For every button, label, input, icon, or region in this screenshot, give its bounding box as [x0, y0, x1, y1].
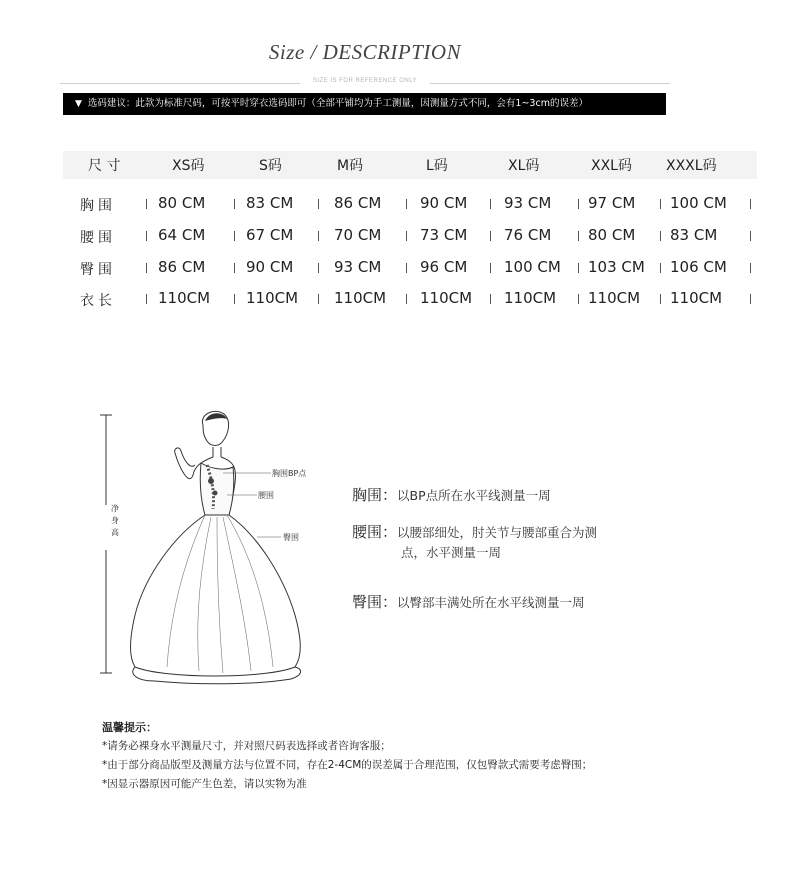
- column-divider: [406, 231, 407, 241]
- dress-figure-illustration: [95, 405, 345, 685]
- size-value-cell: 110CM: [588, 289, 641, 307]
- row-label-waist: 腰围: [80, 230, 116, 246]
- tip-item: *由于部分商品版型及测量方法与位置不同，存在2-4CM的误差属于合理范围，仅包臀款式需要考虑臀围；: [102, 759, 593, 771]
- size-header-m: M码: [337, 158, 364, 174]
- size-header-xxxl: XXXL码: [666, 158, 717, 174]
- size-value-cell: 90 CM: [420, 194, 468, 212]
- column-divider: [660, 263, 661, 273]
- size-value-cell: 76 CM: [504, 226, 552, 244]
- notice-text: 选码建议：此款为标准尺码，可按平时穿衣选码即可（全部平铺均为手工测量，因测量方式不同，会有1~3cm的误差）: [87, 98, 588, 109]
- size-value-cell: 86 CM: [334, 194, 382, 212]
- size-value-cell: 73 CM: [420, 226, 468, 244]
- column-divider: [750, 231, 751, 241]
- column-divider: [318, 199, 319, 209]
- column-divider: [490, 263, 491, 273]
- bust-measure-text: 以BP点所在水平线测量一周: [397, 488, 551, 503]
- column-divider: [578, 199, 579, 209]
- row-label-length: 衣长: [80, 293, 116, 309]
- size-value-cell: 110CM: [334, 289, 387, 307]
- bust-measure-key: 胸围：: [352, 486, 398, 504]
- column-divider: [750, 294, 751, 304]
- size-value-cell: 86 CM: [158, 258, 206, 276]
- size-value-cell: 64 CM: [158, 226, 206, 244]
- size-value-cell: 70 CM: [334, 226, 382, 244]
- height-label-2: 身: [111, 516, 119, 525]
- size-value-cell: 106 CM: [670, 258, 727, 276]
- column-divider: [490, 199, 491, 209]
- notice-bar: [63, 93, 666, 115]
- column-divider: [490, 231, 491, 241]
- size-table-header: [63, 151, 757, 179]
- hip-measure-desc: [352, 592, 585, 613]
- column-divider: [578, 294, 579, 304]
- column-divider: [146, 294, 147, 304]
- column-divider: [318, 263, 319, 273]
- bust-point-label: 胸围BP点: [272, 469, 307, 478]
- size-value-cell: 80 CM: [588, 226, 636, 244]
- size-value-cell: 110CM: [420, 289, 473, 307]
- column-divider: [234, 263, 235, 273]
- size-header-l: L码: [426, 158, 448, 174]
- column-divider: [146, 263, 147, 273]
- size-header-label: 尺 寸: [88, 158, 121, 174]
- column-divider: [146, 199, 147, 209]
- column-divider: [146, 231, 147, 241]
- tips-section: [102, 718, 592, 794]
- bust-measure-desc: [352, 485, 551, 506]
- column-divider: [660, 231, 661, 241]
- column-divider: [318, 294, 319, 304]
- subtitle-text: SIZE IS FOR REFERENCE ONLY: [307, 78, 423, 84]
- column-divider: [750, 199, 751, 209]
- hip-measure-key: 臀围：: [352, 593, 398, 611]
- size-value-cell: 110CM: [504, 289, 557, 307]
- size-value-cell: 93 CM: [504, 194, 552, 212]
- hip-point-label: 臀围: [283, 533, 299, 542]
- waist-measure-desc: [352, 522, 597, 563]
- size-value-cell: 93 CM: [334, 258, 382, 276]
- waist-measure-text-1: 以腰部细处，肘关节与腰部重合为测: [397, 525, 598, 540]
- page-title: Size / DESCRIPTION: [268, 40, 462, 64]
- column-divider: [660, 199, 661, 209]
- column-divider: [318, 231, 319, 241]
- size-value-cell: 100 CM: [670, 194, 727, 212]
- tip-item: *因显示器原因可能产生色差，请以实物为准: [102, 778, 307, 790]
- column-divider: [578, 263, 579, 273]
- waist-point-label: 腰围: [258, 491, 274, 500]
- height-label-3: 高: [111, 528, 119, 537]
- triangle-down-icon: ▼: [75, 99, 82, 109]
- size-value-cell: 80 CM: [158, 194, 206, 212]
- waist-measure-text-2: 点，水平测量一周: [401, 545, 502, 560]
- size-value-cell: 90 CM: [246, 258, 294, 276]
- size-value-cell: 83 CM: [670, 226, 718, 244]
- tip-item: *请务必裸身水平测量尺寸，并对照尺码表选择或者咨询客服；: [102, 740, 391, 752]
- column-divider: [406, 294, 407, 304]
- size-value-cell: 83 CM: [246, 194, 294, 212]
- size-value-cell: 110CM: [246, 289, 299, 307]
- size-value-cell: 97 CM: [588, 194, 636, 212]
- column-divider: [578, 231, 579, 241]
- size-value-cell: 67 CM: [246, 226, 294, 244]
- column-divider: [234, 294, 235, 304]
- hip-measure-text: 以臀部丰满处所在水平线测量一周: [397, 595, 585, 610]
- size-value-cell: 110CM: [670, 289, 723, 307]
- row-label-bust: 胸围: [80, 198, 116, 214]
- size-header-xs: XS码: [172, 158, 205, 174]
- size-value-cell: 96 CM: [420, 258, 468, 276]
- column-divider: [406, 263, 407, 273]
- row-label-hip: 臀围: [80, 262, 116, 278]
- column-divider: [234, 231, 235, 241]
- size-header-xl: XL码: [508, 158, 540, 174]
- column-divider: [406, 199, 407, 209]
- title-subtitle: [60, 78, 670, 90]
- column-divider: [490, 294, 491, 304]
- column-divider: [660, 294, 661, 304]
- size-value-cell: 110CM: [158, 289, 211, 307]
- size-header-xxl: XXL码: [591, 158, 632, 174]
- column-divider: [234, 199, 235, 209]
- column-divider: [750, 263, 751, 273]
- waist-measure-key: 腰围：: [352, 523, 398, 541]
- size-value-cell: 103 CM: [588, 258, 645, 276]
- tips-title: 温馨提示：: [102, 721, 157, 734]
- size-value-cell: 100 CM: [504, 258, 561, 276]
- height-label-1: 净: [111, 504, 119, 513]
- size-header-s: S码: [259, 158, 282, 174]
